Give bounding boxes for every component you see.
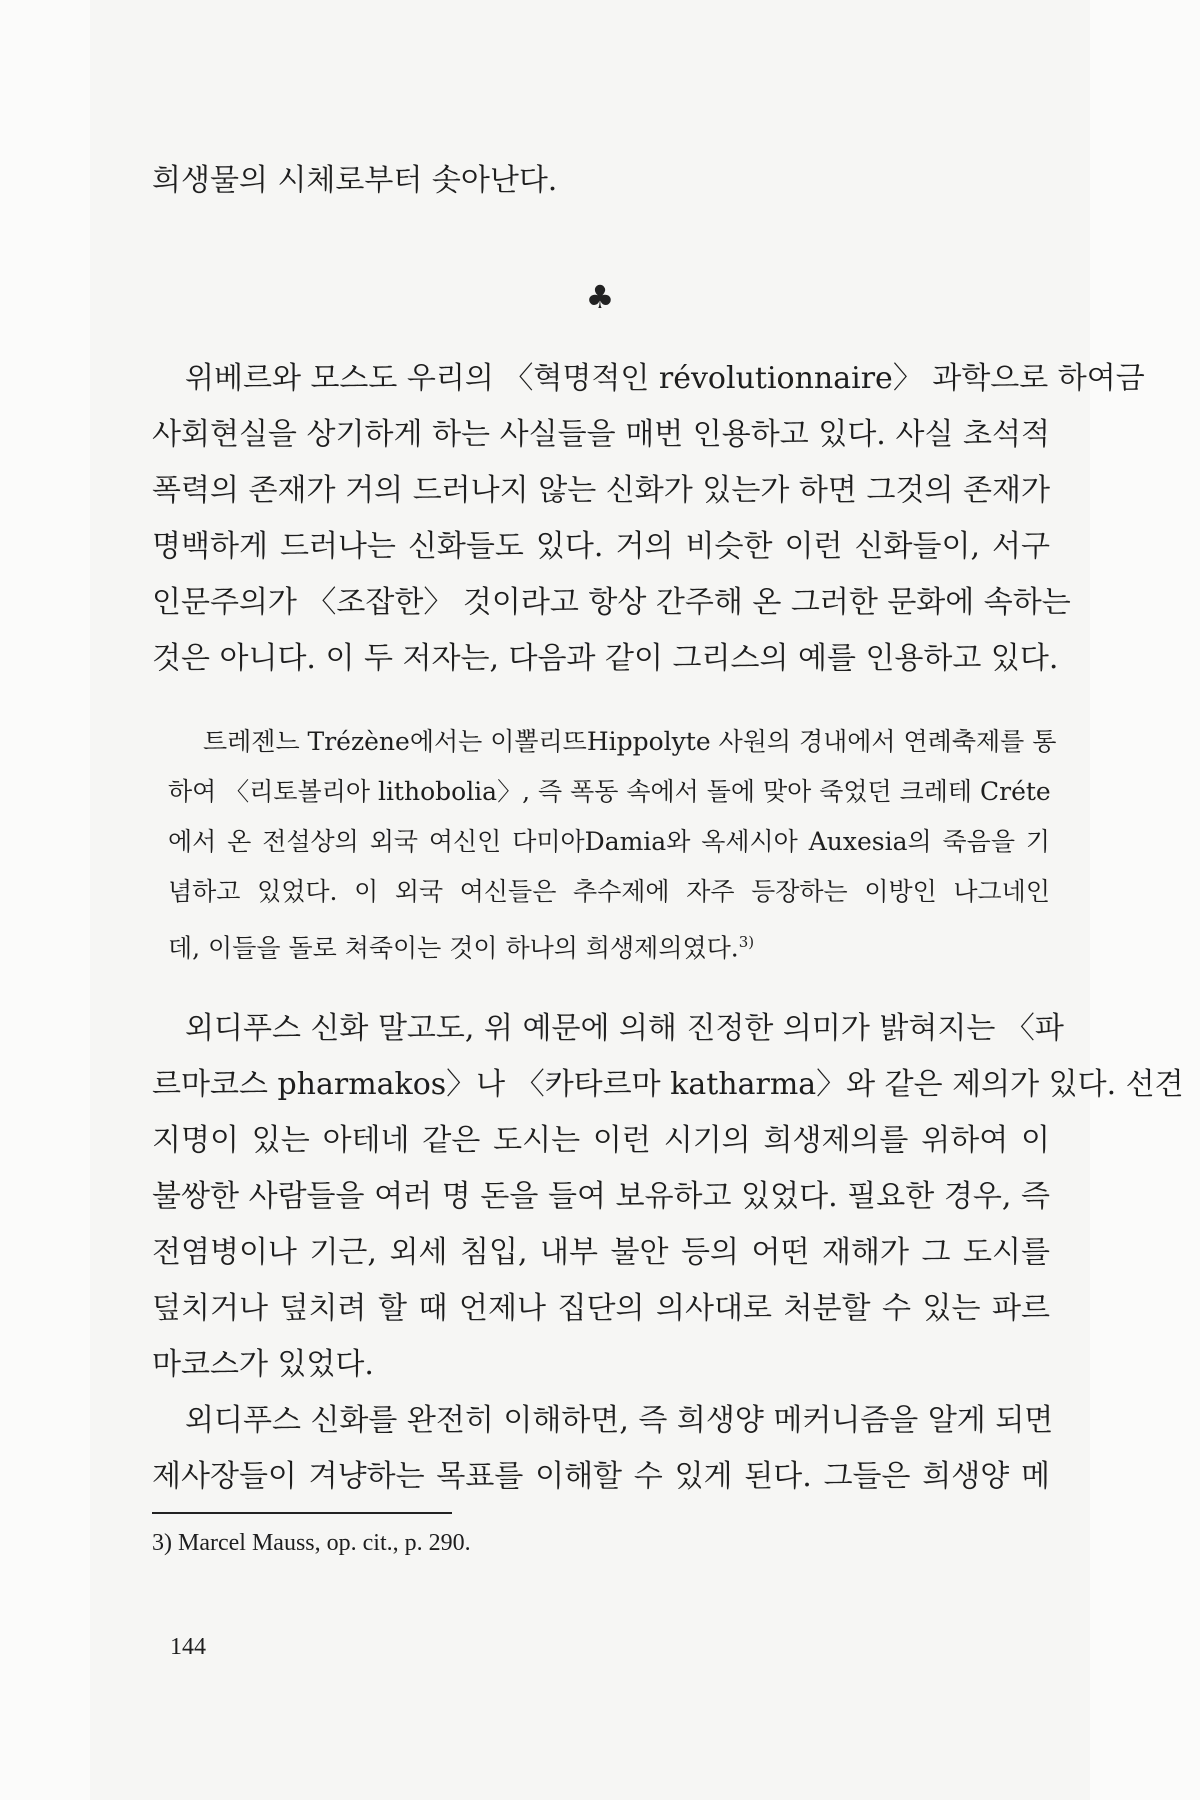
paragraph2-line: 불쌍한 사람들을 여러 명 돈을 들여 보유하고 있었다. 필요한 경우, 즉 — [152, 1179, 1050, 1214]
quote-line: 에서 온 전설상의 외국 여신인 다미아Damia와 옥세시아 Auxesia의 죽음을 기 — [168, 827, 1050, 856]
quote-text: 데, 이들을 돌로 쳐죽이는 것이 하나의 희생제의였다. — [168, 933, 739, 963]
paragraph2-line-last: 마코스가 있었다. — [152, 1347, 374, 1382]
paragraph3-line: 제사장들이 겨냥하는 목표를 이해할 수 있게 된다. 그들은 희생양 메 — [152, 1459, 1050, 1494]
paragraph2-line: 르마코스 pharmakos〉나 〈카타르마 katharma〉와 같은 제의가 있다. 선견 — [152, 1067, 1184, 1102]
paragraph2-line: 덮치거나 덮치려 할 때 언제나 집단의 의사대로 처분할 수 있는 파르 — [152, 1291, 1050, 1326]
paragraph1-line: 명백하게 드러나는 신화들도 있다. 거의 비슷한 이런 신화들이, 서구 — [152, 529, 1050, 564]
quote-line: 하여 〈리토볼리아 lithobolia〉, 즉 폭동 속에서 돌에 맞아 죽었던 크레테 Créte — [168, 777, 1051, 806]
paragraph2-line: 전염병이나 기근, 외세 침입, 내부 불안 등의 어떤 재해가 그 도시를 — [152, 1235, 1050, 1270]
quote-line: 념하고 있었다. 이 외국 여신들은 추수제에 자주 등장하는 이방인 나그네인 — [168, 877, 1050, 906]
paragraph1-line: 인문주의가 〈조잡한〉 것이라고 항상 간주해 온 그러한 문화에 속하는 — [152, 585, 1071, 620]
quote-line-last — [168, 925, 754, 965]
footnote-ref: 3) — [738, 933, 755, 951]
top-line: 희생물의 시체로부터 솟아난다. — [152, 163, 558, 198]
paragraph3-line: 외디푸스 신화를 완전히 이해하면, 즉 희생양 메커니즘을 알게 되면 — [185, 1403, 1054, 1438]
footnote: 3) Marcel Mauss, op. cit., p. 290. — [152, 1530, 471, 1556]
paragraph2-line: 지명이 있는 아테네 같은 도시는 이런 시기의 희생제의를 위하여 이 — [152, 1123, 1050, 1158]
page-number: 144 — [170, 1634, 206, 1660]
quote-line: 트레젠느 Trézène에서는 이뽈리뜨Hippolyte 사원의 경내에서 연례축제를 통 — [203, 727, 1057, 756]
paragraph2-line: 외디푸스 신화 말고도, 위 예문에 의해 진정한 의미가 밝혀지는 〈파 — [185, 1011, 1064, 1046]
paragraph1-line: 폭력의 존재가 거의 드러나지 않는 신화가 있는가 하면 그것의 존재가 — [152, 473, 1050, 508]
paragraph1-line: 사회현실을 상기하게 하는 사실들을 매번 인용하고 있다. 사실 초석적 — [152, 417, 1050, 452]
footnote-rule — [152, 1512, 452, 1514]
paragraph1-line: 위베르와 모스도 우리의 〈혁명적인 révolutionnaire〉 과학으로 하여금 — [185, 361, 1145, 396]
club-ornament-icon: ♣ — [585, 278, 615, 316]
paragraph1-line: 것은 아니다. 이 두 저자는, 다음과 같이 그리스의 예를 인용하고 있다. — [152, 641, 1059, 676]
